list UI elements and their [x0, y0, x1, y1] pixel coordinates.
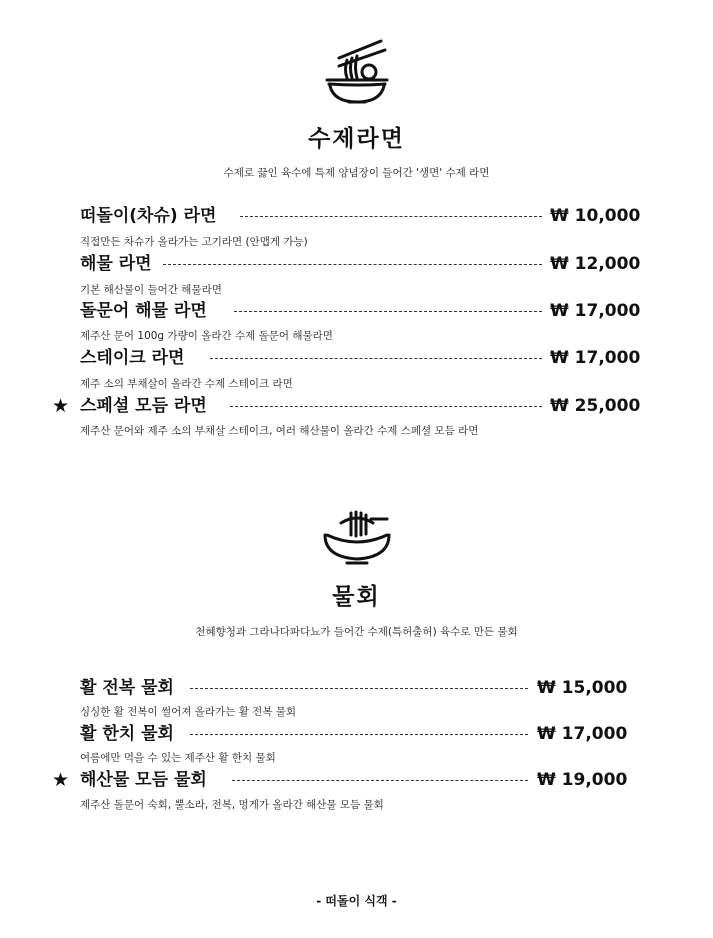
leader-dots	[240, 216, 542, 217]
menu-item-price: ₩ 15,000	[537, 678, 628, 698]
leader-dots	[210, 358, 542, 359]
menu-item-price: ₩ 12,000	[550, 254, 641, 274]
menu-item-price: ₩ 19,000	[537, 770, 628, 790]
menu-item-name: 스테이크 라면	[80, 348, 185, 368]
leader-dots	[190, 734, 528, 735]
menu-item-description: 직접만든 차슈가 올라가는 고기라면 (안맵게 가능)	[80, 236, 308, 248]
menu-item-name: 해물 라면	[80, 254, 152, 274]
ramen-section-subtitle: 수제로 끓인 육수에 특제 양념장이 들어간 '생면' 수제 라면	[223, 167, 490, 179]
leader-dots	[234, 311, 542, 312]
star-icon: ★	[52, 769, 70, 791]
menu-item	[0, 769, 713, 793]
mulhoe-section-subtitle: 천혜향청과 그라나다파다뇨가 들어간 수제(특허출허) 육수로 만든 물회	[195, 626, 518, 638]
menu-item-name: 스페셜 모듬 라면	[80, 396, 207, 416]
noodle-bowl-icon	[321, 505, 393, 567]
menu-item	[0, 253, 713, 277]
menu-item-description: 제주산 돌문어 숙회, 뿔소라, 전복, 멍게가 올라간 해산물 모듬 물회	[80, 799, 384, 811]
menu-item	[0, 395, 713, 419]
menu-item-price: ₩ 10,000	[550, 206, 641, 226]
leader-dots	[163, 264, 542, 265]
menu-item-price: ₩ 25,000	[550, 396, 641, 416]
menu-item	[0, 300, 713, 324]
menu-item-name: 떠돌이(차슈) 라면	[80, 206, 217, 226]
menu-item	[0, 723, 713, 747]
leader-dots	[232, 780, 528, 781]
menu-item-name: 활 한치 물회	[80, 724, 174, 744]
star-icon: ★	[52, 395, 70, 417]
ramen-section-title: 수제라면	[308, 126, 405, 152]
ramen-bowl-icon	[325, 38, 389, 106]
menu-item-price: ₩ 17,000	[550, 348, 641, 368]
menu-item	[0, 677, 713, 701]
leader-dots	[190, 688, 528, 689]
menu-item-description: 제주 소의 부채살이 올라간 수제 스테이크 라면	[80, 378, 293, 390]
menu-item-description: 여름에만 먹을 수 있는 제주산 활 한치 물회	[80, 752, 276, 764]
menu-item-name: 활 전복 물회	[80, 678, 174, 698]
menu-item-description: 제주산 문어 100g 가량이 올라간 수제 돌문어 해물라면	[80, 330, 333, 342]
menu-item-name: 해산물 모듬 물회	[80, 770, 207, 790]
menu-item-price: ₩ 17,000	[537, 724, 628, 744]
menu-item-description: 싱싱한 활 전복이 썰어져 올라가는 활 전복 물회	[80, 706, 297, 718]
menu-item-price: ₩ 17,000	[550, 301, 641, 321]
menu-item-name: 돌문어 해물 라면	[80, 301, 207, 321]
menu-item	[0, 347, 713, 371]
mulhoe-section-title: 물회	[332, 584, 381, 610]
menu-item-description: 기본 해산물이 들어간 해물라면	[80, 284, 222, 296]
page-footer: - 떠돌이 식객 -	[316, 894, 397, 908]
menu-item-description: 제주산 문어와 제주 소의 부채살 스테이크, 여러 해산물이 올라간 수제 스페셜 모듬 라면	[80, 425, 479, 437]
leader-dots	[230, 406, 542, 407]
menu-item	[0, 205, 713, 229]
